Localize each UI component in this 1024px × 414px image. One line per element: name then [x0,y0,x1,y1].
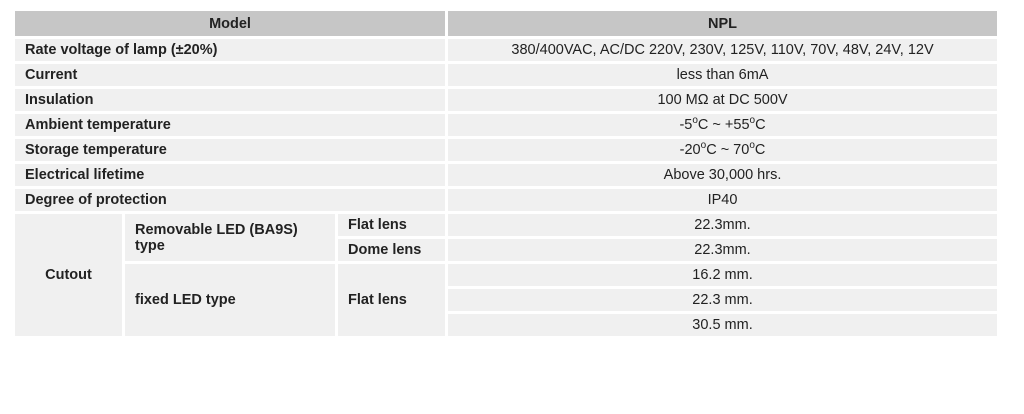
removable-dome-value: 22.3mm. [447,238,999,263]
row-label: Degree of protection [14,188,447,213]
cutout-label: Cutout [14,213,124,338]
temp-unit: C [754,142,766,158]
table-row [14,138,999,163]
header-model: Model [14,10,447,38]
row-label: Current [14,63,447,88]
table-row [14,63,999,88]
degree-mark: o [749,115,756,127]
row-value: IP40 [447,188,999,213]
temp-low: -20 [679,142,701,158]
header-npl: NPL [447,10,999,38]
fixed-led-label: fixed LED type [124,263,337,338]
fixed-value: 22.3 mm. [447,288,999,313]
table-row [14,213,999,238]
row-value: less than 6mA [447,63,999,88]
row-label: Rate voltage of lamp (±20%) [14,38,447,63]
degree-mark: o [700,140,707,152]
row-value: 100 MΩ at DC 500V [447,88,999,113]
table-row [14,38,999,63]
removable-flat-value: 22.3mm. [447,213,999,238]
spec-table [12,8,1000,339]
header-row [14,10,999,38]
temp-range: C ~ +55 [697,117,750,133]
row-label: Insulation [14,88,447,113]
table-row [14,88,999,113]
fixed-value: 30.5 mm. [447,313,999,338]
temp-low: -5 [679,117,693,133]
degree-mark: o [692,115,698,127]
table-row [14,163,999,188]
row-value [447,113,999,138]
degree-mark: o [749,140,755,152]
table-row [14,188,999,213]
row-label: Storage temperature [14,138,447,163]
dome-lens-label: Dome lens [337,238,447,263]
flat-lens-label: Flat lens [337,213,447,238]
removable-led-label: Removable LED (BA9S) type [124,213,337,263]
row-label: Ambient temperature [14,113,447,138]
row-value: 380/400VAC, AC/DC 220V, 230V, 125V, 110V, 70V, 48V, 24V, 12V [447,38,999,63]
table-row [14,113,999,138]
row-value [447,138,999,163]
row-label: Electrical lifetime [14,163,447,188]
fixed-value: 16.2 mm. [447,263,999,288]
fixed-flat-lens-label: Flat lens [337,263,447,338]
temp-range: C ~ 70 [706,142,750,158]
table-row [14,263,999,288]
row-value: Above 30,000 hrs. [447,163,999,188]
temp-unit: C [755,117,766,133]
